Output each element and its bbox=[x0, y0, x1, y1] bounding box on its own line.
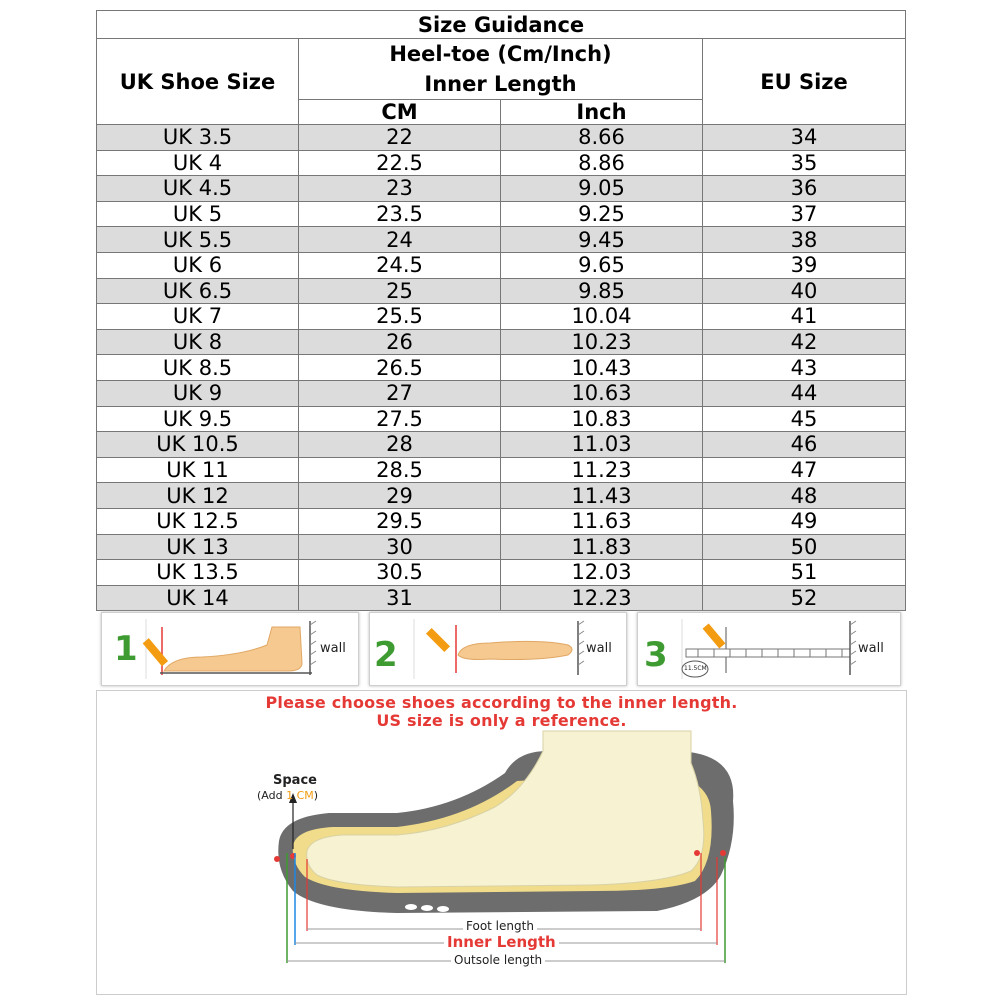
cell-eu: 51 bbox=[703, 560, 906, 586]
size-chart bbox=[96, 10, 905, 611]
table-row bbox=[97, 585, 906, 611]
step-1-number: 1 bbox=[114, 629, 138, 669]
cell-cm: 24 bbox=[299, 227, 501, 253]
table-row bbox=[97, 176, 906, 202]
cell-inch: 9.85 bbox=[501, 278, 703, 304]
cell-eu: 52 bbox=[703, 585, 906, 611]
cell-eu: 47 bbox=[703, 457, 906, 483]
cell-inch: 11.83 bbox=[501, 534, 703, 560]
cell-uk: UK 10.5 bbox=[97, 432, 299, 458]
header-uk-size: UK Shoe Size bbox=[97, 39, 299, 125]
step-2-panel bbox=[369, 612, 627, 686]
cell-inch: 9.45 bbox=[501, 227, 703, 253]
cell-cm: 31 bbox=[299, 585, 501, 611]
cell-cm: 28 bbox=[299, 432, 501, 458]
table-row bbox=[97, 252, 906, 278]
cell-uk: UK 11 bbox=[97, 457, 299, 483]
table-row bbox=[97, 150, 906, 176]
header-heel-toe bbox=[299, 39, 703, 100]
table-row bbox=[97, 534, 906, 560]
cell-eu: 46 bbox=[703, 432, 906, 458]
table-row bbox=[97, 304, 906, 330]
cell-uk: UK 6 bbox=[97, 252, 299, 278]
table-row bbox=[97, 560, 906, 586]
header-inch: Inch bbox=[501, 100, 703, 125]
cell-inch: 10.23 bbox=[501, 329, 703, 355]
cell-cm: 29 bbox=[299, 483, 501, 509]
cell-eu: 42 bbox=[703, 329, 906, 355]
cell-inch: 10.63 bbox=[501, 380, 703, 406]
cell-cm: 26.5 bbox=[299, 355, 501, 381]
cell-cm: 23.5 bbox=[299, 201, 501, 227]
table-row bbox=[97, 508, 906, 534]
cell-uk: UK 8 bbox=[97, 329, 299, 355]
space-note-value: 1 CM bbox=[286, 789, 314, 802]
cell-eu: 41 bbox=[703, 304, 906, 330]
size-rows bbox=[97, 125, 906, 611]
cell-cm: 22 bbox=[299, 125, 501, 151]
cell-inch: 11.23 bbox=[501, 457, 703, 483]
notice-line-1: Please choose shoes according to the inner length. bbox=[265, 693, 738, 712]
cell-uk: UK 13.5 bbox=[97, 560, 299, 586]
cell-cm: 27.5 bbox=[299, 406, 501, 432]
cell-eu: 37 bbox=[703, 201, 906, 227]
cell-inch: 11.63 bbox=[501, 508, 703, 534]
cell-eu: 48 bbox=[703, 483, 906, 509]
table-row bbox=[97, 201, 906, 227]
cell-eu: 40 bbox=[703, 278, 906, 304]
table-row bbox=[97, 125, 906, 151]
header-heel-toe-line2: Inner Length bbox=[424, 72, 577, 96]
notice-line-2: US size is only a reference. bbox=[376, 711, 627, 730]
cell-inch: 11.03 bbox=[501, 432, 703, 458]
step-3-wall-label: wall bbox=[858, 641, 884, 656]
step-3-panel bbox=[637, 612, 901, 686]
cell-uk: UK 7 bbox=[97, 304, 299, 330]
cell-eu: 43 bbox=[703, 355, 906, 381]
cell-inch: 10.04 bbox=[501, 304, 703, 330]
table-row bbox=[97, 483, 906, 509]
header-eu-size: EU Size bbox=[703, 39, 906, 125]
cell-uk: UK 12.5 bbox=[97, 508, 299, 534]
cell-cm: 29.5 bbox=[299, 508, 501, 534]
cell-inch: 8.86 bbox=[501, 150, 703, 176]
space-note bbox=[257, 789, 318, 802]
cell-inch: 10.83 bbox=[501, 406, 703, 432]
table-row bbox=[97, 278, 906, 304]
table-row bbox=[97, 380, 906, 406]
step-2-wall-label: wall bbox=[586, 641, 612, 656]
cell-eu: 45 bbox=[703, 406, 906, 432]
cell-uk: UK 8.5 bbox=[97, 355, 299, 381]
cell-cm: 25.5 bbox=[299, 304, 501, 330]
cell-cm: 28.5 bbox=[299, 457, 501, 483]
cell-cm: 22.5 bbox=[299, 150, 501, 176]
cell-uk: UK 9 bbox=[97, 380, 299, 406]
space-label: Space bbox=[273, 773, 317, 788]
cell-inch: 12.03 bbox=[501, 560, 703, 586]
cell-eu: 38 bbox=[703, 227, 906, 253]
cell-cm: 25 bbox=[299, 278, 501, 304]
cell-inch: 10.43 bbox=[501, 355, 703, 381]
space-note-prefix: (Add bbox=[257, 789, 287, 802]
cell-uk: UK 4.5 bbox=[97, 176, 299, 202]
cell-eu: 35 bbox=[703, 150, 906, 176]
cell-inch: 9.25 bbox=[501, 201, 703, 227]
foot-length-label: Foot length bbox=[463, 919, 537, 933]
cell-uk: UK 5.5 bbox=[97, 227, 299, 253]
cell-eu: 50 bbox=[703, 534, 906, 560]
cell-cm: 23 bbox=[299, 176, 501, 202]
outsole-length-label: Outsole length bbox=[451, 953, 545, 967]
cell-cm: 27 bbox=[299, 380, 501, 406]
step-1-panel bbox=[101, 612, 359, 686]
cell-uk: UK 13 bbox=[97, 534, 299, 560]
cell-uk: UK 3.5 bbox=[97, 125, 299, 151]
table-row bbox=[97, 329, 906, 355]
cell-eu: 34 bbox=[703, 125, 906, 151]
cell-uk: UK 6.5 bbox=[97, 278, 299, 304]
space-note-suffix: ) bbox=[313, 789, 319, 802]
table-title: Size Guidance bbox=[97, 11, 906, 39]
cell-inch: 8.66 bbox=[501, 125, 703, 151]
cell-eu: 39 bbox=[703, 252, 906, 278]
cell-uk: UK 9.5 bbox=[97, 406, 299, 432]
inner-length-diagram bbox=[96, 690, 907, 995]
cell-inch: 11.43 bbox=[501, 483, 703, 509]
size-table bbox=[96, 10, 906, 611]
cell-cm: 24.5 bbox=[299, 252, 501, 278]
cell-uk: UK 4 bbox=[97, 150, 299, 176]
cell-cm: 26 bbox=[299, 329, 501, 355]
step-3-ruler-label: 11.5CM bbox=[684, 665, 707, 672]
cell-inch: 9.05 bbox=[501, 176, 703, 202]
table-row bbox=[97, 355, 906, 381]
table-row bbox=[97, 227, 906, 253]
cell-cm: 30 bbox=[299, 534, 501, 560]
cell-inch: 12.23 bbox=[501, 585, 703, 611]
step-1-wall-label: wall bbox=[320, 641, 346, 656]
table-row bbox=[97, 457, 906, 483]
table-row bbox=[97, 406, 906, 432]
inner-length-label: Inner Length bbox=[444, 933, 559, 951]
cell-cm: 30.5 bbox=[299, 560, 501, 586]
header-heel-toe-line1: Heel-toe (Cm/Inch) bbox=[389, 42, 612, 66]
measuring-steps bbox=[101, 612, 901, 688]
cell-eu: 36 bbox=[703, 176, 906, 202]
cell-uk: UK 5 bbox=[97, 201, 299, 227]
cell-uk: UK 14 bbox=[97, 585, 299, 611]
cell-eu: 44 bbox=[703, 380, 906, 406]
step-3-number: 3 bbox=[644, 635, 668, 675]
cell-uk: UK 12 bbox=[97, 483, 299, 509]
step-2-number: 2 bbox=[374, 635, 398, 675]
header-cm: CM bbox=[299, 100, 501, 125]
cell-inch: 9.65 bbox=[501, 252, 703, 278]
table-row bbox=[97, 432, 906, 458]
cell-eu: 49 bbox=[703, 508, 906, 534]
